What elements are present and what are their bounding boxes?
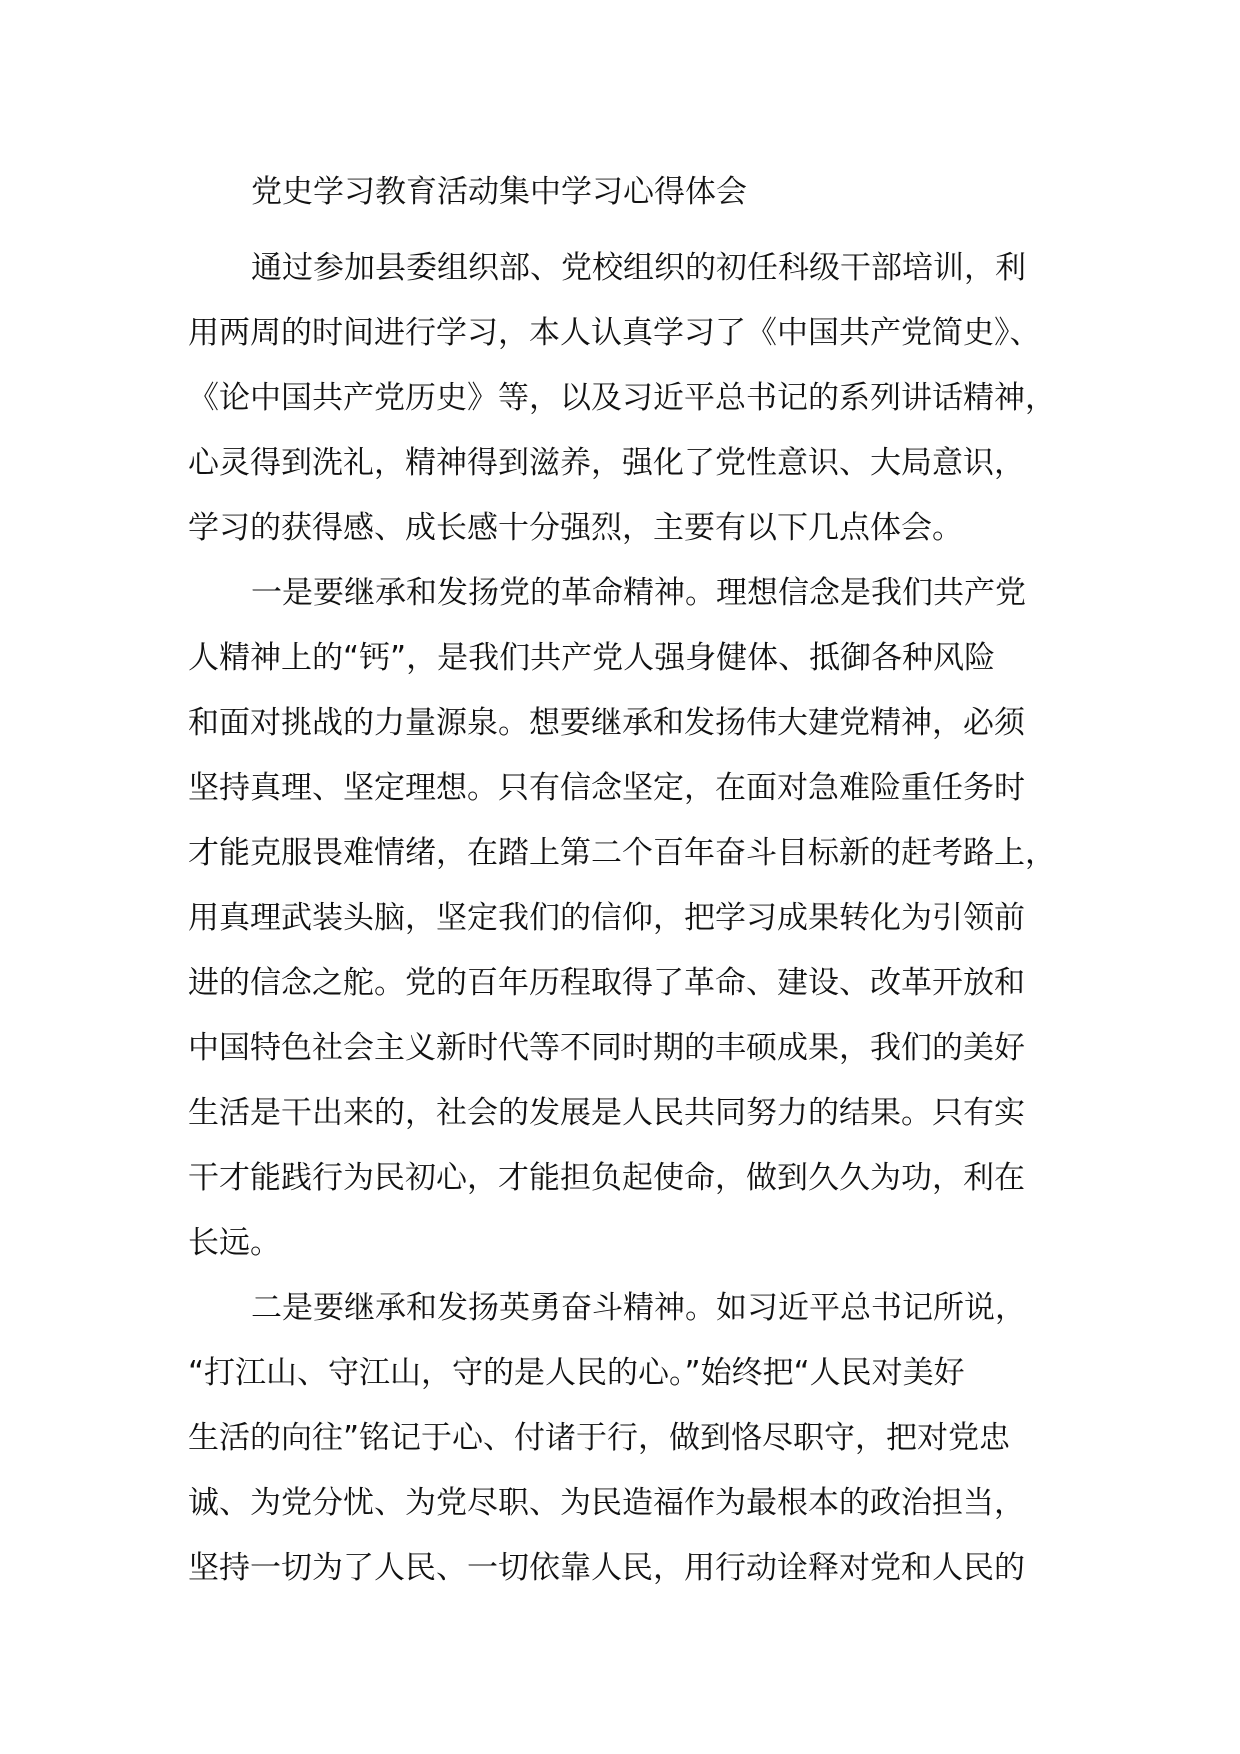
text-line: “打江山、守江山，守的是人民的心。”始终把“人民对美好 xyxy=(188,1355,965,1391)
text-line: 《论中国共产党历史》等，以及习近平总书记的系列讲话精神， xyxy=(188,380,1056,416)
text-line: 长远。 xyxy=(188,1225,281,1261)
text-line: 坚持一切为了人民、一切依靠人民，用行动诠释对党和人民的 xyxy=(188,1550,1025,1586)
text-line: 干才能践行为民初心，才能担负起使命，做到久久为功，利在 xyxy=(188,1160,1025,1196)
text-line: 二是要继承和发扬英勇奋斗精神。如习近平总书记所说， xyxy=(251,1290,1026,1326)
text-line: 生活的向往”铭记于心、付诸于行，做到恪尽职守，把对党忠 xyxy=(188,1420,1011,1456)
text-line: 一是要继承和发扬党的革命精神。理想信念是我们共产党 xyxy=(251,575,1026,611)
text-line: 中国特色社会主义新时代等不同时期的丰硕成果，我们的美好 xyxy=(188,1030,1025,1066)
text-line: 诚、为党分忧、为党尽职、为民造福作为最根本的政治担当， xyxy=(188,1485,1025,1521)
text-line: 才能克服畏难情绪，在踏上第二个百年奋斗目标新的赶考路上， xyxy=(188,835,1056,871)
text-line: 进的信念之舵。党的百年历程取得了革命、建设、改革开放和 xyxy=(188,965,1025,1001)
text-line: 人精神上的“钙”，是我们共产党人强身健体、抵御各种风险 xyxy=(188,640,996,676)
text-line: 和面对挑战的力量源泉。想要继承和发扬伟大建党精神，必须 xyxy=(188,705,1025,741)
document-body xyxy=(188,236,1088,1601)
text-line: 坚持真理、坚定理想。只有信念坚定，在面对急难险重任务时 xyxy=(188,770,1025,806)
text-line: 用两周的时间进行学习，本人认真学习了《中国共产党简史》、 xyxy=(188,315,1041,351)
document-title: 党史学习教育活动集中学习心得体会 xyxy=(251,174,747,210)
text-line: 心灵得到洗礼，精神得到滋养，强化了党性意识、大局意识， xyxy=(188,445,1025,481)
text-line: 学习的获得感、成长感十分强烈，主要有以下几点体会。 xyxy=(188,510,963,546)
text-line: 用真理武装头脑，坚定我们的信仰，把学习成果转化为引领前 xyxy=(188,900,1025,936)
text-line: 通过参加县委组织部、党校组织的初任科级干部培训，利 xyxy=(251,250,1026,286)
text-line: 生活是干出来的，社会的发展是人民共同努力的结果。只有实 xyxy=(188,1095,1025,1131)
